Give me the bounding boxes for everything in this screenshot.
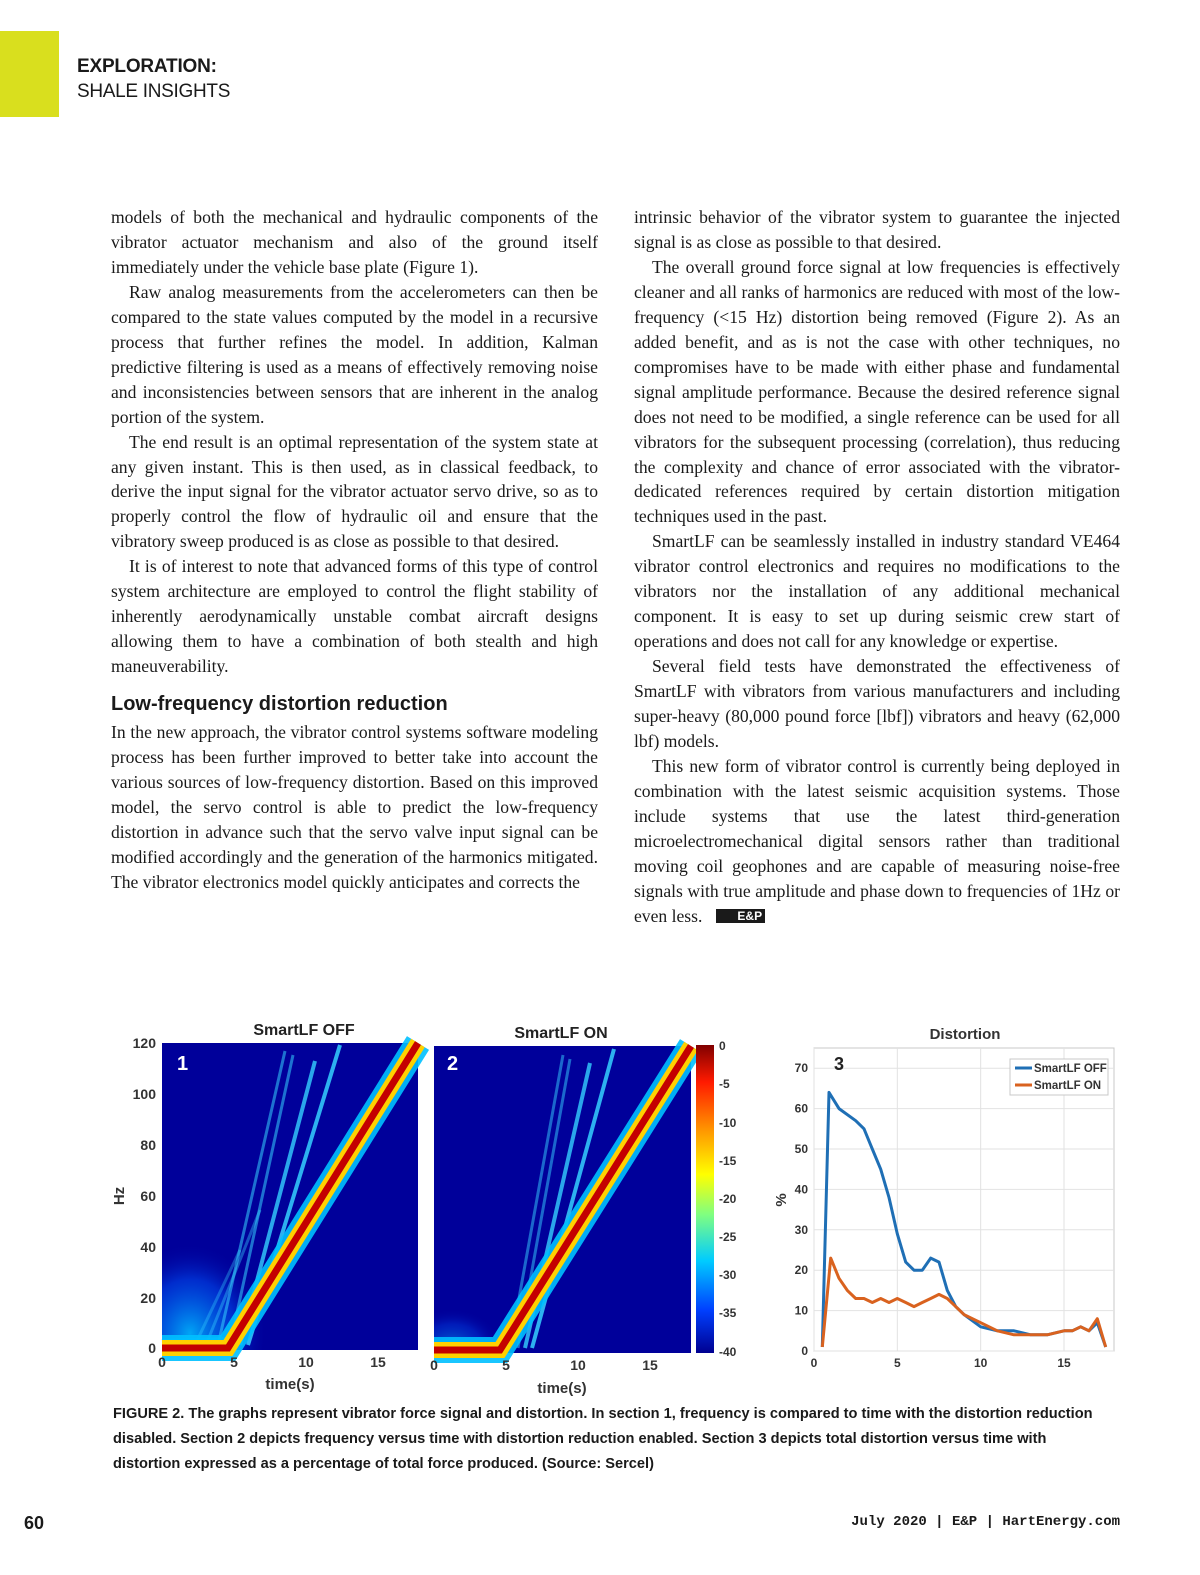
section-tab <box>0 31 59 117</box>
svg-text:0: 0 <box>148 1340 156 1356</box>
page-number: 60 <box>24 1513 45 1533</box>
chart-ylabel: % <box>773 1193 790 1207</box>
paragraph: It is of interest to note that advanced forms of this type of control system architecture are employed to control the flight stability of inherently aerodynamically unstable combat aircraft designs allowing them to have a combination of both stealth and high maneuverability. <box>111 556 598 677</box>
colorbar <box>696 1039 737 1359</box>
figure-caption: FIGURE 2. The graphs represent vibrator force signal and distortion. In section 1, frequency is compared to time with the distortion reduction disabled. Section 2 depicts frequency versus time with distortion reduction enabled. Section 3 depicts total distortion versus time with distortion expressed as a percentage of total force produced. (Source: Sercel) <box>113 1406 1093 1472</box>
figure-2 <box>100 1015 1120 1397</box>
panel2-xlabel: time(s) <box>537 1380 587 1397</box>
svg-text:80: 80 <box>140 1137 156 1153</box>
section-heading: Low-frequency distortion reduction <box>111 693 448 716</box>
svg-text:10: 10 <box>570 1357 586 1373</box>
svg-text:0: 0 <box>430 1357 438 1373</box>
section-title: EXPLORATION: <box>77 56 217 77</box>
svg-text:15: 15 <box>370 1354 386 1370</box>
y-tick-label: 0 <box>801 1344 808 1358</box>
y-tick-label: 30 <box>794 1222 808 1237</box>
paragraph: models of both the mechanical and hydraulic components of the vibrator actuator mechanism and also of the ground itself immediately under the vehicle base plate (Figure 1). <box>111 207 598 277</box>
legend-on-label: SmartLF ON <box>1034 1080 1102 1092</box>
panel1-yticks <box>133 1035 157 1356</box>
y-tick-label: 10 <box>794 1303 808 1318</box>
svg-text:-5: -5 <box>719 1077 730 1091</box>
paragraph: Several field tests have demonstrated the effectiveness of SmartLF with vibrators from various manufacturers and including super-heavy (80,000 pound force [lbf]) vibrators and heavy (62,000 lbf) models. <box>634 656 1120 752</box>
y-tick-label: 20 <box>794 1263 808 1278</box>
svg-text:-25: -25 <box>719 1230 737 1244</box>
paragraph: intrinsic behavior of the vibrator system to guarantee the injected signal is as close as possible to that desired. <box>634 207 1120 252</box>
svg-text:-40: -40 <box>719 1345 737 1359</box>
svg-text:0: 0 <box>719 1039 726 1053</box>
panel2-title: SmartLF ON <box>514 1025 608 1042</box>
paragraph: The overall ground force signal at low frequencies is effectively cleaner and all ranks of harmonics are reduced with most of the low-frequency (<15 Hz) distortion being removed (Figure 2). As an added benefit, and as is not the case with other techniques, no compromises have to be made with either phase and fundamental signal amplitude performance. Because the desired reference signal does not need to be modified, a single reference can be used for all vibrators for the subsequent processing (correlation), thus reducing the complexity and chance of error associated with the vibrator-dedicated references required by certain distortion mitigation techniques used in the past. <box>634 256 1120 527</box>
svg-text:-30: -30 <box>719 1268 737 1282</box>
panel1-number: 1 <box>177 1053 189 1075</box>
y-tick-label: 60 <box>794 1101 808 1116</box>
svg-text:60: 60 <box>140 1188 156 1204</box>
footer-issue: July 2020 | E&P | HartEnergy.com <box>851 1514 1120 1530</box>
svg-text:10: 10 <box>298 1354 314 1370</box>
svg-text:-20: -20 <box>719 1192 737 1206</box>
svg-text:5: 5 <box>502 1357 510 1373</box>
y-tick-label: 50 <box>794 1142 808 1156</box>
section-subtitle: SHALE INSIGHTS <box>77 81 231 102</box>
distortion-chart <box>773 1026 1114 1370</box>
y-tick-label: 40 <box>794 1182 808 1197</box>
svg-text:0: 0 <box>158 1354 166 1370</box>
paragraph: The end result is an optimal representation of the system state at any given instant. This is then used, as in classical feedback, to derive the input signal for the vibrator actuator servo drive, so as to properly control the flow of hydraulic oil and ensure that the vibratory sweep produced is as close as possible to that desired. <box>111 431 598 552</box>
chart-legend <box>1010 1059 1108 1095</box>
colorbar-scale <box>696 1045 714 1353</box>
svg-text:15: 15 <box>642 1357 658 1373</box>
svg-text:-35: -35 <box>719 1306 737 1320</box>
x-tick-label: 5 <box>893 1356 901 1370</box>
y-tick-label: 70 <box>794 1061 808 1076</box>
svg-text:-10: -10 <box>719 1116 737 1130</box>
paragraph: Raw analog measurements from the accelerometers can then be compared to the state values computed by the model in a recursive process that further refines the model. In addition, Kalman predictive filtering is used as a means of effectively removing noise and inconsistencies between sensors that are inherent in the analog portion of the system. <box>111 281 598 427</box>
panel2-number: 2 <box>447 1053 459 1075</box>
paragraph: In the new approach, the vibrator control systems software modeling process has been further improved to better take into account the various sources of low-frequency distortion. Based on this improved model, the servo control is able to predict the low-frequency distortion in advance such that the servo valve input signal can be modified accordingly and the generation of the harmonics mitigated. The vibrator electronics model quickly anticipates and corrects the <box>111 722 598 892</box>
end-mark-logo: E&P <box>716 909 765 923</box>
chart-title: Distortion <box>929 1026 1001 1043</box>
legend-off-label: SmartLF OFF <box>1034 1063 1107 1075</box>
text-column-right <box>634 205 1120 929</box>
svg-text:120: 120 <box>132 1035 156 1051</box>
panel1-ylabel: Hz <box>111 1186 128 1206</box>
panel1-xlabel: time(s) <box>265 1376 315 1393</box>
panel3-number: 3 <box>834 1054 845 1074</box>
svg-text:20: 20 <box>140 1290 156 1306</box>
x-tick-label: 15 <box>1057 1356 1071 1370</box>
svg-text:100: 100 <box>132 1086 156 1102</box>
x-tick-label: 0 <box>810 1356 818 1370</box>
spectrogram-on <box>430 1025 691 1397</box>
panel1-title: SmartLF OFF <box>253 1022 355 1039</box>
x-tick-label: 10 <box>973 1356 988 1370</box>
colorbar-ticks <box>719 1039 737 1359</box>
spectrogram-off <box>111 1022 418 1393</box>
paragraph: SmartLF can be seamlessly installed in industry standard VE464 vibrator control electronics and requires no modifications to the vibrators nor the installation of any additional mechanical component. It is easy to set up during seismic crew start of operations and does not call for any knowledge or expertise. <box>634 531 1120 652</box>
svg-text:40: 40 <box>140 1239 156 1255</box>
svg-text:5: 5 <box>230 1354 238 1370</box>
paragraph <box>634 754 1120 929</box>
text-column-left <box>111 205 598 895</box>
paragraph-text: This new form of vibrator control is currently being deployed in combination with the latest seismic acquisition systems. Those include systems that use the latest third-generation microelectromechanical digital sensors rather than traditional moving coil geophones and are capable of measuring noise-free signals with true amplitude and phase down to frequencies of 1Hz or even less. <box>634 755 1120 926</box>
svg-text:-15: -15 <box>719 1154 737 1168</box>
